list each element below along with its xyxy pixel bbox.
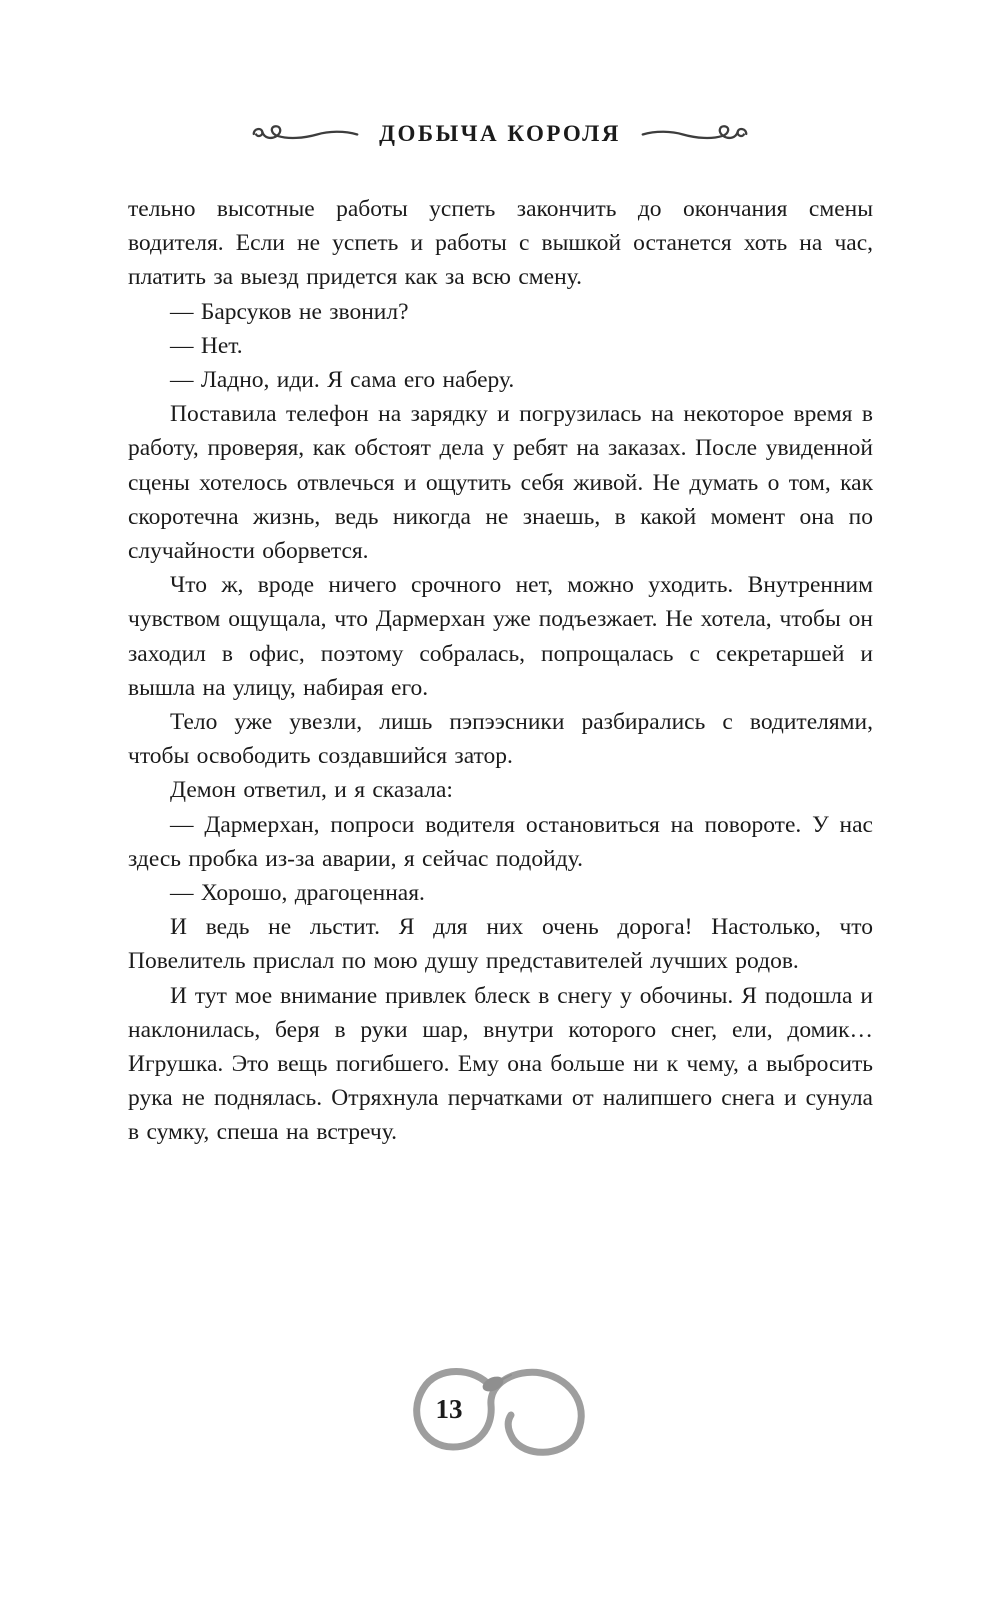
paragraph: — Ладно, иди. Я сама его наберу.	[170, 367, 515, 394]
page-header	[0, 118, 1000, 150]
flourish-right-icon	[637, 118, 752, 150]
page-number: 13	[435, 1394, 463, 1424]
running-title: ДОБЫЧА КОРОЛЯ	[379, 121, 621, 146]
paragraph: — Дармерхан, попроси водителя остановиться на повороте. У нас здесь пробка из-за аварии, я сейчас подойду.	[128, 811, 873, 872]
paragraph: — Нет.	[170, 332, 243, 359]
paragraph: Демон ответил, и я сказала:	[170, 777, 453, 804]
flourish-left-icon	[248, 118, 363, 150]
snake-infinity-ornament-icon	[395, 1457, 605, 1474]
paragraph: тельно высотные работы успеть закончить до окончания смены водителя. Если не успеть и работы с вышкой останется хоть на час, платить за выезд придется как за всю смену.	[128, 196, 873, 291]
paragraph: — Хорошо, драгоценная.	[170, 880, 425, 907]
paragraph: Что ж, вроде ничего срочного нет, можно уходить. Внутренним чувством ощущала, что Дармерхан уже подъезжает. Не хотела, чтобы он заходил в офис, поэтому собралась, попрощалась с секретаршей и вышла на улицу, набирая его.	[128, 572, 873, 701]
paragraph: И ведь не льстит. Я для них очень дорога! Настолько, что Повелитель прислал по мою душу представителей лучших родов.	[128, 914, 873, 975]
paragraph: Тело уже увезли, лишь пэпээсники разбирались с водителями, чтобы освободить создавшийся затор.	[128, 709, 873, 770]
paragraph: Поставила телефон на зарядку и погрузилась на некоторое время в работу, проверяя, как обстоят дела у ребят на заказах. После увиденной сцены хотелось отвлечься и ощутить себя живой. Не думать о том, как скоротечна жизнь, ведь никогда не знаешь, в какой момент она по случайности оборвется.	[128, 401, 873, 565]
page-body	[128, 192, 873, 1150]
paragraph: И тут мое внимание привлек блеск в снегу у обочины. Я подошла и наклонилась, беря в руки шар, внутри которого снег, ели, домик… Игрушка. Это вещь погибшего. Ему она больше ни к чему, а выбросить рука не поднялась. Отряхнула перчатками от налипшего снега и сунула в сумку, спеша на встречу.	[128, 982, 873, 1146]
page-footer	[0, 1348, 1000, 1470]
footer-ornament-wrap	[395, 1348, 605, 1470]
paragraph: — Барсуков не звонил?	[170, 298, 409, 325]
